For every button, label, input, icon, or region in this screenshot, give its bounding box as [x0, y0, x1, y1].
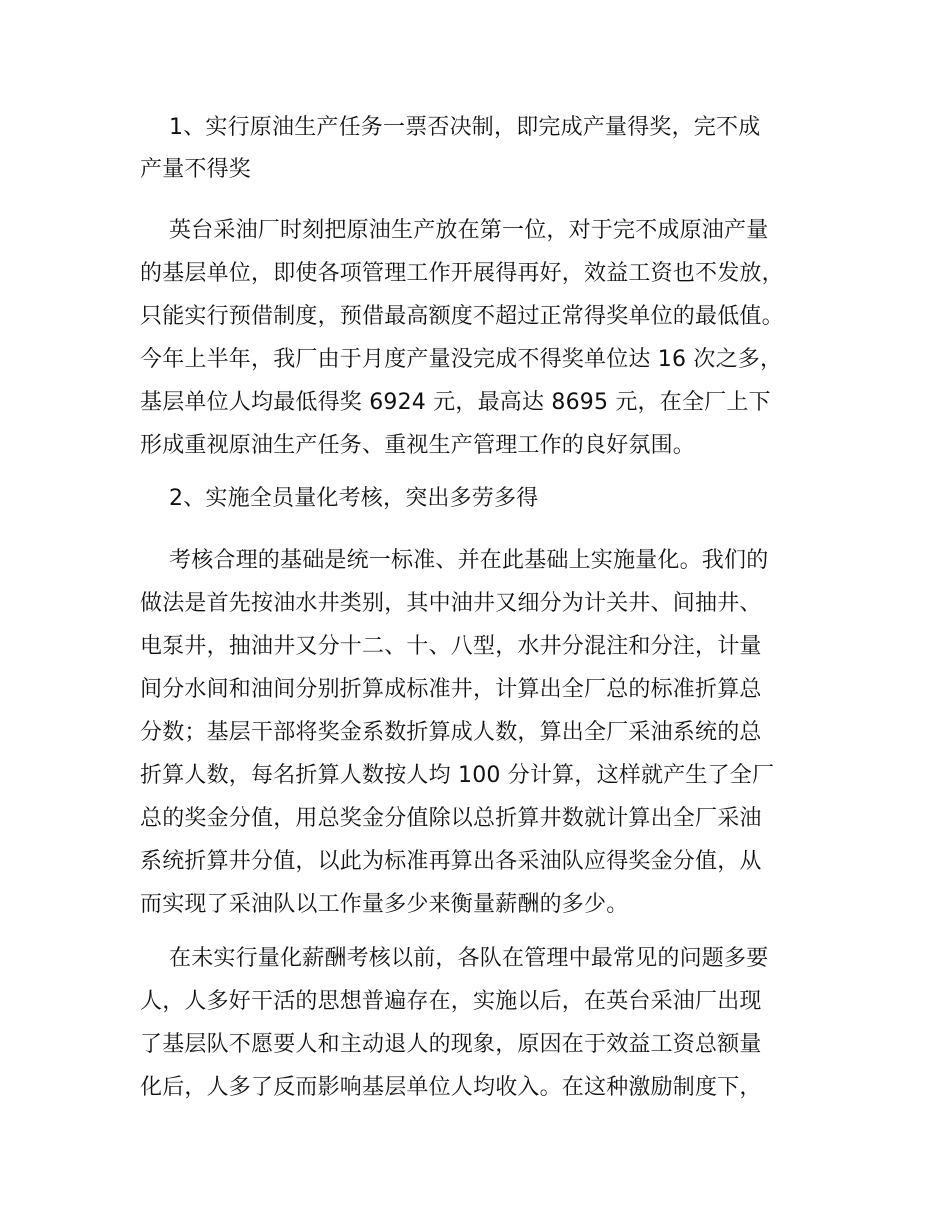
paragraph-3-line-1: 在未实行量化薪酬考核以前，各队在管理中最常见的问题多要: [169, 946, 769, 971]
paragraph-1-line-2: 的基层单位，即使各项管理工作开展得再好，效益工资也不发放，: [140, 261, 784, 286]
paragraph-1-line-1: 英台采油厂时刻把原油生产放在第一位，对于完不成原油产量: [169, 218, 769, 243]
paragraph-1-line-6: 形成重视原油生产任务、重视生产管理工作的良好氛围。: [140, 433, 696, 458]
paragraph-2-line-7: 总的奖金分值，用总奖金分值除以总折算井数就计算出全厂采油: [140, 806, 762, 831]
paragraph-3-line-4: 化后，人多了反而影响基层单位人均收入。在这种激励制度下，: [140, 1075, 762, 1100]
paragraph-2-line-8: 系统折算井分值，以此为标准再算出各采油队应得奖金分值，从: [140, 849, 762, 874]
paragraph-1-line-5: 基层单位人均最低得奖 6924 元，最高达 8695 元，在全厂上下: [140, 390, 771, 415]
paragraph-2-line-3: 电泵井，抽油井又分十二、十、八型，水井分混注和分注，计量: [140, 634, 762, 659]
paragraph-3-line-3: 了基层队不愿要人和主动退人的现象，原因在于效益工资总额量: [140, 1032, 762, 1057]
paragraph-3-line-2: 人，人多好干活的思想普遍存在，实施以后，在英台采油厂出现: [140, 989, 762, 1014]
heading-2-line-1: 2、实施全员量化考核，突出多劳多得: [169, 486, 539, 511]
paragraph-2-line-9: 而实现了采油队以工作量多少来衡量薪酬的多少。: [140, 892, 629, 917]
paragraph-1-line-4: 今年上半年，我厂由于月度产量没完成不得奖单位达 16 次之多，: [140, 347, 783, 372]
paragraph-1-line-3: 只能实行预借制度，预借最高额度不超过正常得奖单位的最低值。: [140, 304, 784, 329]
paragraph-2-line-6: 折算人数，每名折算人数按人均 100 分计算，这样就产生了全厂: [140, 763, 775, 788]
paragraph-2-line-5: 分数；基层干部将奖金系数折算成人数，算出全厂采油系统的总: [140, 720, 762, 745]
paragraph-2-line-2: 做法是首先按油水井类别，其中油井又细分为计关井、间抽井、: [140, 591, 762, 616]
heading-1-line-2: 产量不得奖: [140, 157, 252, 182]
paragraph-2-line-4: 间分水间和油间分别折算成标准井，计算出全厂总的标准折算总: [140, 677, 762, 702]
paragraph-2-line-1: 考核合理的基础是统一标准、并在此基础上实施量化。我们的: [169, 548, 769, 573]
heading-1-line-1: 1、实行原油生产任务一票否决制，即完成产量得奖，完不成: [169, 115, 761, 140]
